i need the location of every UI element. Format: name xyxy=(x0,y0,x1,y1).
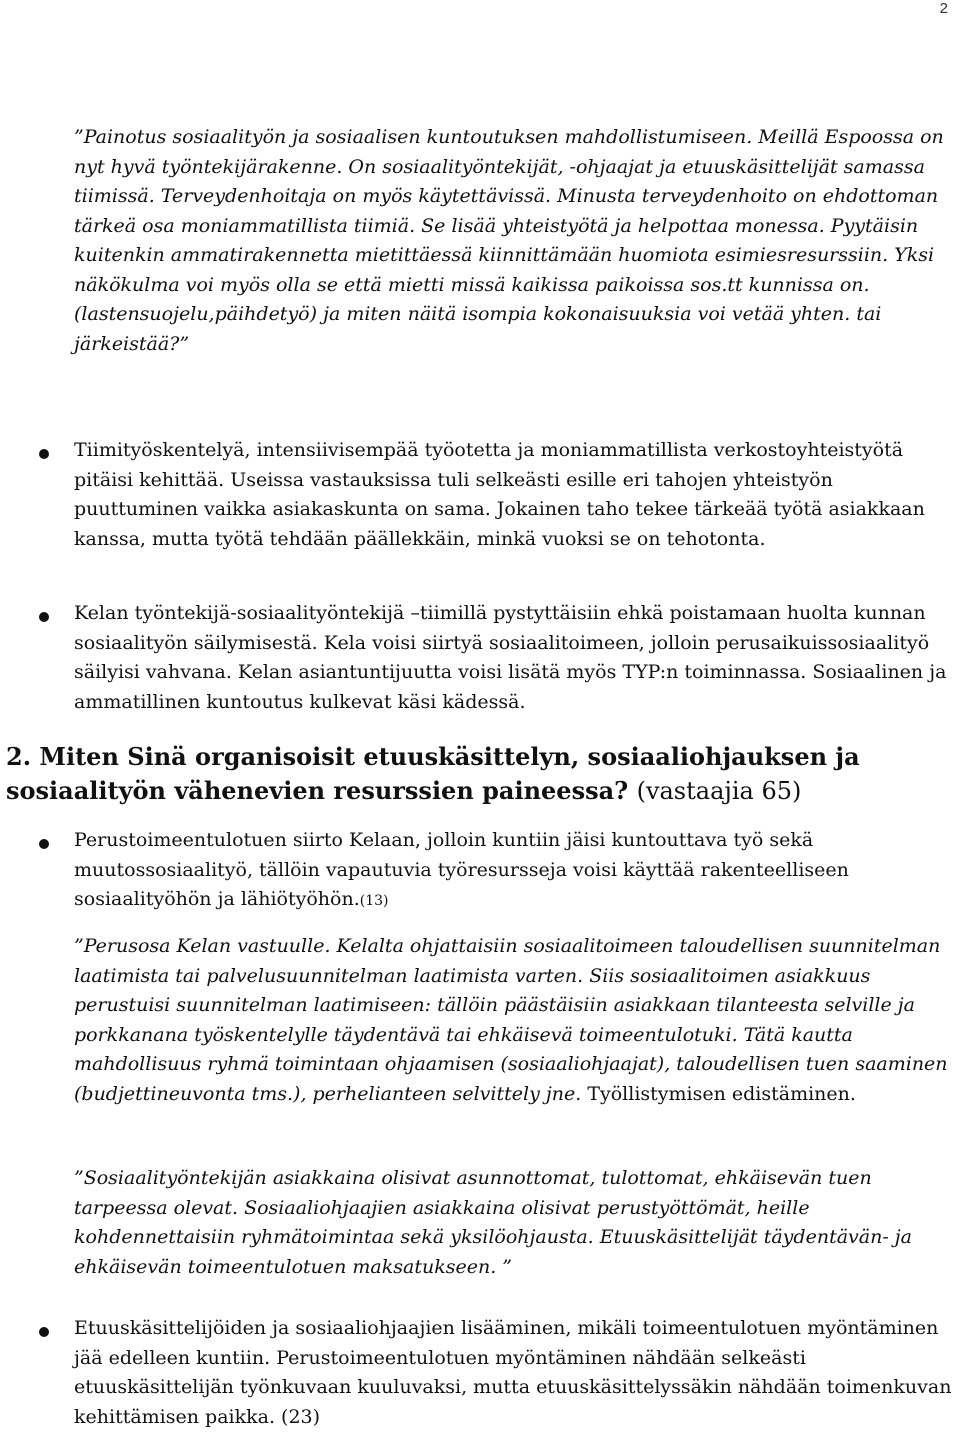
bullet-3-count: (13) xyxy=(359,893,389,909)
page-number: 2 xyxy=(939,0,948,17)
respondent-count: (vastaajia 65) xyxy=(636,776,802,805)
bullet-paragraph-3 xyxy=(74,826,954,917)
quote-2-normal: Työllistymisen edistäminen. xyxy=(581,1082,856,1105)
bullet-dot-2 xyxy=(39,612,49,622)
quote-paragraph-1: ”Painotus sosiaalityön ja sosiaalisen kuntoutuksen mahdollistumiseen. Meillä Espoossa on nyt hyvä työntekijärakenne. On sosiaalityöntekijät, -ohjaajat ja etuuskäsittelijät samassa tiimissä. Terveydenhoitaja on myös käytettävissä. Minusta terveydenhoito on ehdottoman tärkeä osa moniammatillista tiimiä. Se lisää yhteistyötä ja helpottaa monessa. Pyytäisin kuitenkin ammatirakennetta mietittäessä kiinnittämään huomiota esimiesresurssiin. Yksi näkökulma voi myös olla se että mietti missä kaikissa paikoissa sos.tt kunnissa on.(lastensuojelu,päihdetyö) ja miten näitä isompia kokonaisuuksia voi vetää yhten. tai järkeistää?” xyxy=(74,126,944,355)
bullet-paragraph-2: Kelan työntekijä-sosiaalityöntekijä –tiimillä pystyttäisiin ehkä poistamaan huolta kunnan sosiaalityön säilymisestä. Kela voisi siirtyä sosiaalitoimeen, jolloin perusaikuissosiaalityö säilyisi vahvana. Kelan asiantuntijuutta voisi lisätä myös TYP:n toiminnassa. Sosiaalinen ja ammatillinen kuntoutus kulkevat käsi kädessä. xyxy=(74,602,947,713)
quote-paragraph-3: ”Sosiaalityöntekijän asiakkaina olisivat asunnottomat, tulottomat, ehkäisevän tuen tarpeessa olevat. Sosiaaliohjaajien asiakkaina olisivat perustyöttömät, heille kohdennettaisiin ryhmätoimintaa sekä yksilöohjausta. Etuuskäsittelijät täydentävän- ja ehkäisevän toimeentulotuen maksatukseen. ” xyxy=(74,1167,913,1278)
section-heading-title: 2. Miten Sinä organisoisit etuuskäsittelyn, sosiaaliohjauksen ja sosiaalityön vähenevien resurssien paineessa? xyxy=(6,742,860,805)
bullet-dot-4 xyxy=(39,1327,49,1337)
bullet-3-text: Perustoimeentulotuen siirto Kelaan, jolloin kuntiin jäisi kuntouttava työ sekä muutossosiaalityö, tällöin vapautuvia työresursseja voisi käyttää rakenteelliseen sosiaalityöhön ja lähiötyöhön. xyxy=(74,829,849,910)
bullet-dot-1 xyxy=(39,449,49,459)
bullet-dot-3 xyxy=(39,839,49,849)
section-heading xyxy=(6,740,946,808)
quote-2-italic: ”Perusosa Kelan vastuulle. Kelalta ohjattaisiin sosiaalitoimeen taloudellisen suunnitelman laatimista tai palvelusuunnitelman laatimista varten. Siis sosiaalitoimen asiakkuus perustuisi suunnitelman laatimiseen: tällöin päästäisiin asiakkaan tilanteesta selville ja porkkanana työskentelylle täydentävä tai ehkäisevä toimeentulotuki. Tätä kautta mahdollisuus ryhmä toimintaan ohjaamisen (sosiaaliohjaajat), taloudellisen tuen saaminen (budjettineuvonta tms.), perhelianteen selvittely jne. xyxy=(74,935,948,1105)
quote-paragraph-2 xyxy=(74,932,954,1109)
bullet-paragraph-4: Etuuskäsittelijöiden ja sosiaaliohjaajien lisääminen, mikäli toimeentulotuen myöntäminen jää edelleen kuntiin. Perustoimeentulotuen myöntäminen nähdään selkeästi etuuskäsittelijän työnkuvaan kuuluvaksi, mutta etuuskäsittelyssäkin nähdään toimenkuvan kehittämisen paikka. (23) xyxy=(74,1317,952,1428)
bullet-paragraph-1: Tiimityöskentelyä, intensiivisempää työotetta ja moniammatillista verkostoyhteistyötä pitäisi kehittää. Useissa vastauksissa tuli selkeästi esille eri tahojen yhteistyön puuttuminen vaikka asiakaskunta on sama. Jokainen taho tekee tärkeää työtä asiakkaan kanssa, mutta työtä tehdään päällekkäin, minkä vuoksi se on tehotonta. xyxy=(74,439,925,550)
